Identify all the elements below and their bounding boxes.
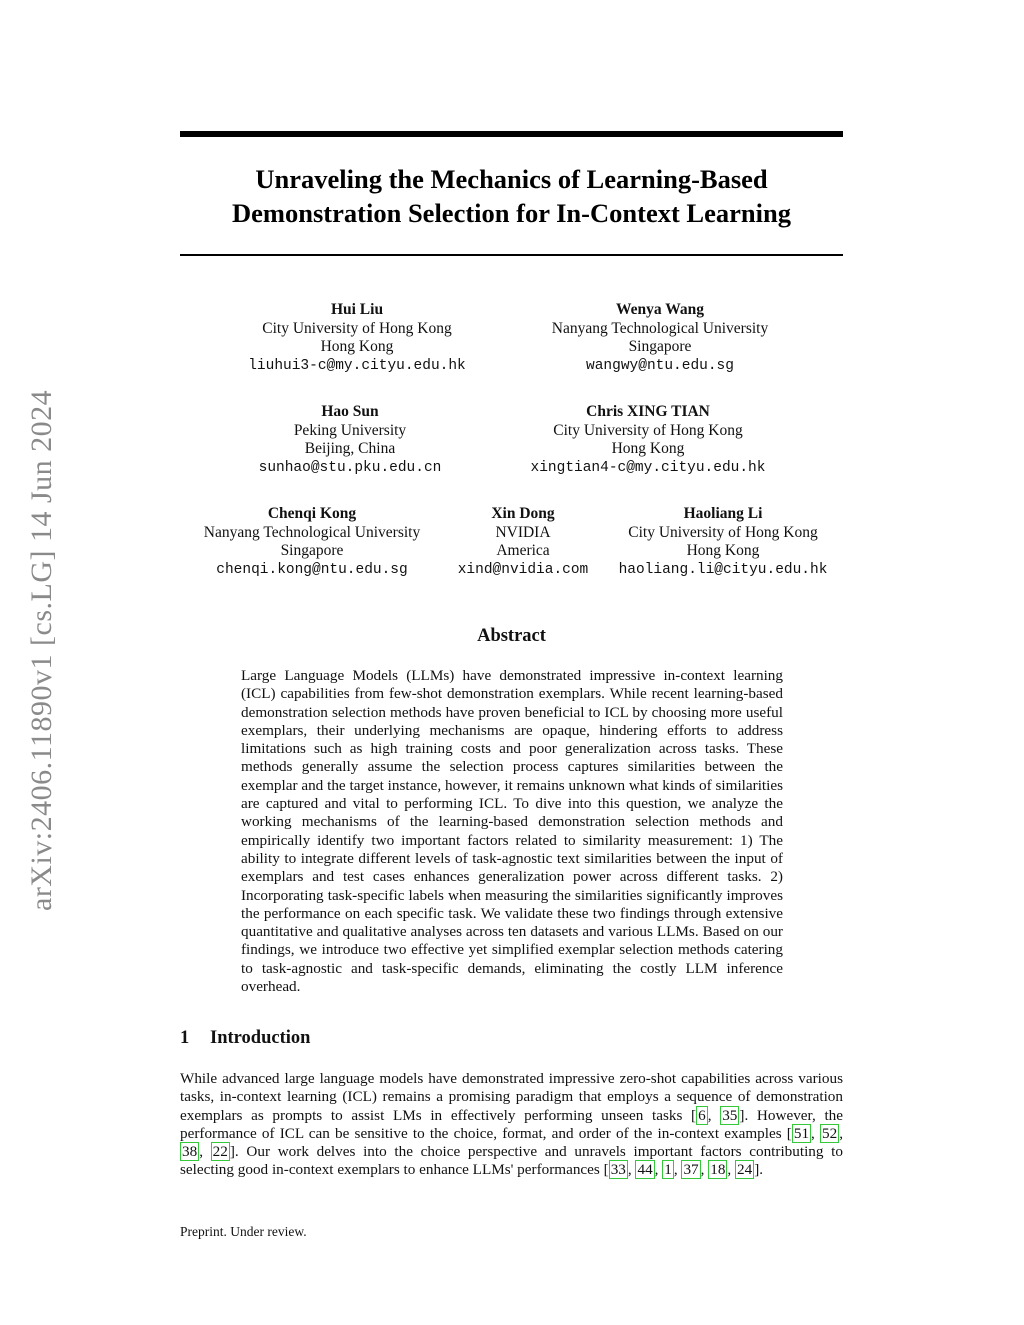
author-affiliation: City University of Hong Kong: [553, 421, 743, 439]
intro-text-segment: ]. Our work delves into the choice perspective and unravels important factors contributing to selecting good in-context exemplars to enhance LLMs' performances [: [180, 1143, 843, 1179]
citation-link[interactable]: 22: [212, 1143, 228, 1161]
author-affiliation: City University of Hong Kong: [628, 523, 818, 541]
citation-link[interactable]: 6: [698, 1106, 706, 1124]
citation-link[interactable]: 24: [737, 1161, 753, 1179]
paper-title: [180, 162, 843, 230]
author-location: America: [496, 542, 550, 559]
author-location: Hong Kong: [686, 542, 760, 559]
title-top-rule: [180, 131, 843, 137]
citation-link[interactable]: 44: [637, 1161, 653, 1179]
intro-text-segment: ].: [754, 1161, 764, 1179]
citation-link[interactable]: 1: [664, 1161, 672, 1179]
author-email: liuhui3-c@my.cityu.edu.hk: [248, 357, 466, 374]
citation-link[interactable]: 51: [793, 1124, 810, 1142]
author-affiliation: Nanyang Technological University: [203, 523, 421, 541]
author-block: [443, 505, 603, 579]
author-name: Wenya Wang: [615, 301, 704, 318]
author-location: Hong Kong: [611, 440, 685, 457]
author-location: Hong Kong: [320, 338, 394, 355]
introduction-paragraph: While advanced large language models have demonstrated impressive zero-shot capabilities across various tasks, in-context learning (ICL) remains a promising paradigm that employs a sequence of demonstration exemplars as prompts to assist LMs in effectively performing unseen tasks [ 6 , 35 ]. However, the performance of ICL can be sensitive to the choice, format, and order of the in-context examples [ 51 , 52 , 38 , 22 ]. Our work delves into the choice perspective and unravels important factors contributing to selecting good in-context exemplars to enhance LLMs' performances [ 33 , 44 , 1 , 37 , 18 , 24 ].: [180, 1070, 844, 1179]
arxiv-identifier: arXiv:2406.11890v1 [cs.LG] 14 Jun 2024: [25, 389, 58, 911]
title-bottom-rule: [180, 254, 843, 256]
citation-link[interactable]: 38: [182, 1143, 198, 1161]
section-heading-introduction: [180, 1028, 310, 1049]
author-block: [510, 301, 810, 375]
author-location: Singapore: [628, 338, 692, 355]
author-email: sunhao@stu.pku.edu.cn: [258, 459, 442, 476]
author-location: Singapore: [280, 542, 344, 559]
section-number: 1: [180, 1028, 190, 1048]
author-affiliation: NVIDIA: [495, 523, 551, 541]
citation-link[interactable]: 33: [610, 1161, 626, 1179]
author-block: [182, 505, 442, 579]
author-email: haoliang.li@cityu.edu.hk: [618, 561, 828, 578]
author-email: xind@nvidia.com: [457, 561, 589, 578]
footer-note: Preprint. Under review.: [180, 1224, 307, 1239]
author-email: xingtian4-c@my.cityu.edu.hk: [530, 459, 766, 476]
paper-title-line-1: Unraveling the Mechanics of Learning-Based: [255, 164, 768, 194]
paper-title-line-2: Demonstration Selection for In-Context Learning: [232, 198, 791, 228]
abstract-heading: Abstract: [477, 626, 546, 646]
author-name: Hui Liu: [330, 301, 384, 318]
citation-link[interactable]: 37: [683, 1161, 699, 1179]
citation-link[interactable]: 18: [710, 1161, 726, 1179]
section-title: Introduction: [210, 1028, 311, 1048]
citation-link[interactable]: 35: [722, 1106, 738, 1124]
intro-text-segment: ]. However, the performance of ICL can be sensitive to the choice, format, and order of the in-context examples [: [180, 1106, 844, 1142]
author-affiliation: Nanyang Technological University: [551, 319, 769, 337]
author-name: Hao Sun: [321, 403, 379, 420]
intro-text-segment: While advanced large language models have demonstrated impressive zero-shot capabilities across various tasks, in-context learning (ICL) remains a promising paradigm that employs a sequence of demonstration exemplars as prompts to assist LMs in effectively performing unseen tasks [: [180, 1070, 843, 1124]
author-name: Chris XING TIAN: [586, 403, 710, 420]
citation-link[interactable]: 52: [822, 1124, 838, 1142]
author-block: [498, 403, 798, 477]
author-location: Beijing, China: [304, 440, 396, 457]
author-email: wangwy@ntu.edu.sg: [586, 357, 734, 374]
author-block: [207, 301, 507, 375]
author-email: chenqi.kong@ntu.edu.sg: [216, 561, 408, 578]
author-block: [200, 403, 500, 477]
author-affiliation: Peking University: [293, 421, 407, 439]
abstract-text: Large Language Models (LLMs) have demonstrated impressive in-context learning (ICL) capabilities from few-shot demonstration exemplars. While recent learning-based demonstration selection methods have proven beneficial to ICL by choosing more useful exemplars, their underlying mechanisms are opaque, hindering efforts to address limitations such as high training costs and poor generalization across tasks. These methods generally assume the selection process captures similarities between the exemplar and the target instance, however, it remains unknown what kinds of similarities are captured and vital to performing ICL. To dive into this question, we analyze the working mechanisms of the learning-based demonstration selection methods and empirically identify two important factors related to similarity measurement: 1) The ability to integrate different levels of task-agnostic text similarities between the input of exemplars and test cases enhances generalization power across different tasks. 2) Incorporating task-specific labels when measuring the similarities significantly improves the performance on each specific task. We validate these two findings through extensive quantitative and qualitative analyses across ten datasets and various LLMs. Based on our findings, we introduce two effective yet simplified exemplar selection methods catering to task-agnostic and task-specific demands, eliminating the costly LLM inference overhead.: [241, 667, 783, 996]
author-name: Haoliang Li: [683, 505, 763, 522]
author-name: Xin Dong: [491, 505, 555, 522]
author-affiliation: City University of Hong Kong: [262, 319, 452, 337]
author-name: Chenqi Kong: [267, 505, 357, 522]
author-block: [603, 505, 843, 579]
